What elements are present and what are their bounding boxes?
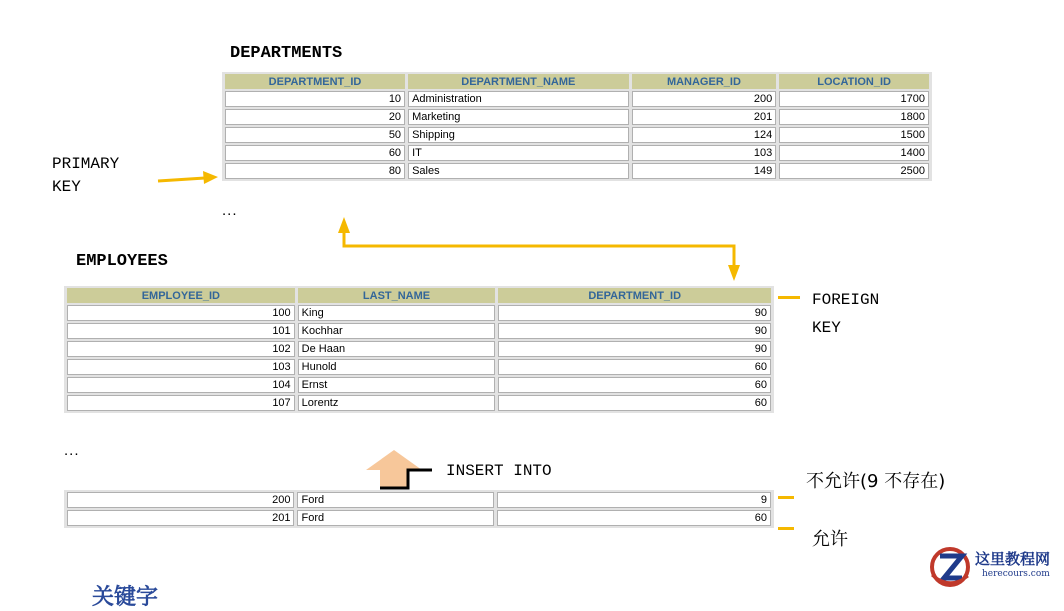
cell: 1800	[779, 109, 929, 125]
footer-partial-heading: 关键字	[92, 585, 159, 610]
cell: 200	[632, 91, 777, 107]
column-header: DEPARTMENT_NAME	[408, 74, 629, 89]
z-logo-icon	[932, 549, 968, 585]
primary-key-line1: PRIMARY	[52, 155, 120, 173]
cell: 200	[67, 492, 294, 508]
column-header: LAST_NAME	[298, 288, 496, 303]
cell: De Haan	[298, 341, 496, 357]
employees-title: EMPLOYEES	[76, 252, 168, 271]
cell: Lorentz	[298, 395, 496, 411]
column-header: MANAGER_ID	[632, 74, 777, 89]
cell: 9	[497, 492, 771, 508]
cell: 10	[225, 91, 405, 107]
cell: 60	[498, 359, 771, 375]
column-header: DEPARTMENT_ID	[498, 288, 771, 303]
insert-arrow-icon	[366, 450, 432, 488]
insert-into-label: INSERT INTO	[446, 462, 552, 480]
column-header: LOCATION_ID	[779, 74, 929, 89]
cell: 60	[498, 395, 771, 411]
cell: 90	[498, 323, 771, 339]
cell: 90	[498, 305, 771, 321]
cell: 60	[498, 377, 771, 393]
cell: 1700	[779, 91, 929, 107]
cell: 107	[67, 395, 295, 411]
cell: 103	[632, 145, 777, 161]
cell: 101	[67, 323, 295, 339]
cell: 201	[67, 510, 294, 526]
cell: Sales	[408, 163, 629, 179]
column-header: EMPLOYEE_ID	[67, 288, 295, 303]
departments-title: DEPARTMENTS	[230, 44, 343, 63]
cell: Administration	[408, 91, 629, 107]
cell: 124	[632, 127, 777, 143]
not-allowed-label: 不允许(9 不存在)	[806, 471, 946, 492]
employees-ellipsis: ...	[64, 442, 80, 459]
cell: IT	[408, 145, 629, 161]
cell: 90	[498, 341, 771, 357]
cell: 201	[632, 109, 777, 125]
cell: Ernst	[298, 377, 496, 393]
cell: 149	[632, 163, 777, 179]
cell: Marketing	[408, 109, 629, 125]
cell: 104	[67, 377, 295, 393]
cell: 60	[225, 145, 405, 161]
cell: 50	[225, 127, 405, 143]
primary-key-line2: KEY	[52, 178, 81, 196]
cell: 100	[67, 305, 295, 321]
allowed-label: 允许	[812, 529, 848, 550]
cell: 2500	[779, 163, 929, 179]
departments-ellipsis: ...	[222, 202, 238, 219]
cell: 102	[67, 341, 295, 357]
relationship-arrow	[338, 217, 740, 281]
logo-url: herecours.com	[982, 569, 1050, 579]
foreign-key-line2: KEY	[812, 319, 841, 337]
cell: Ford	[297, 510, 493, 526]
cell: 1500	[779, 127, 929, 143]
cell: 103	[67, 359, 295, 375]
foreign-key-line1: FOREIGN	[812, 291, 880, 309]
cell: 20	[225, 109, 405, 125]
cell: Shipping	[408, 127, 629, 143]
cell: 60	[497, 510, 771, 526]
cell: Ford	[297, 492, 493, 508]
primary-key-arrow	[158, 171, 218, 184]
logo-text: 这里教程网	[975, 550, 1051, 568]
cell: 1400	[779, 145, 929, 161]
column-header: DEPARTMENT_ID	[225, 74, 405, 89]
cell: Kochhar	[298, 323, 496, 339]
cell: King	[298, 305, 496, 321]
cell: Hunold	[298, 359, 496, 375]
cell: 80	[225, 163, 405, 179]
